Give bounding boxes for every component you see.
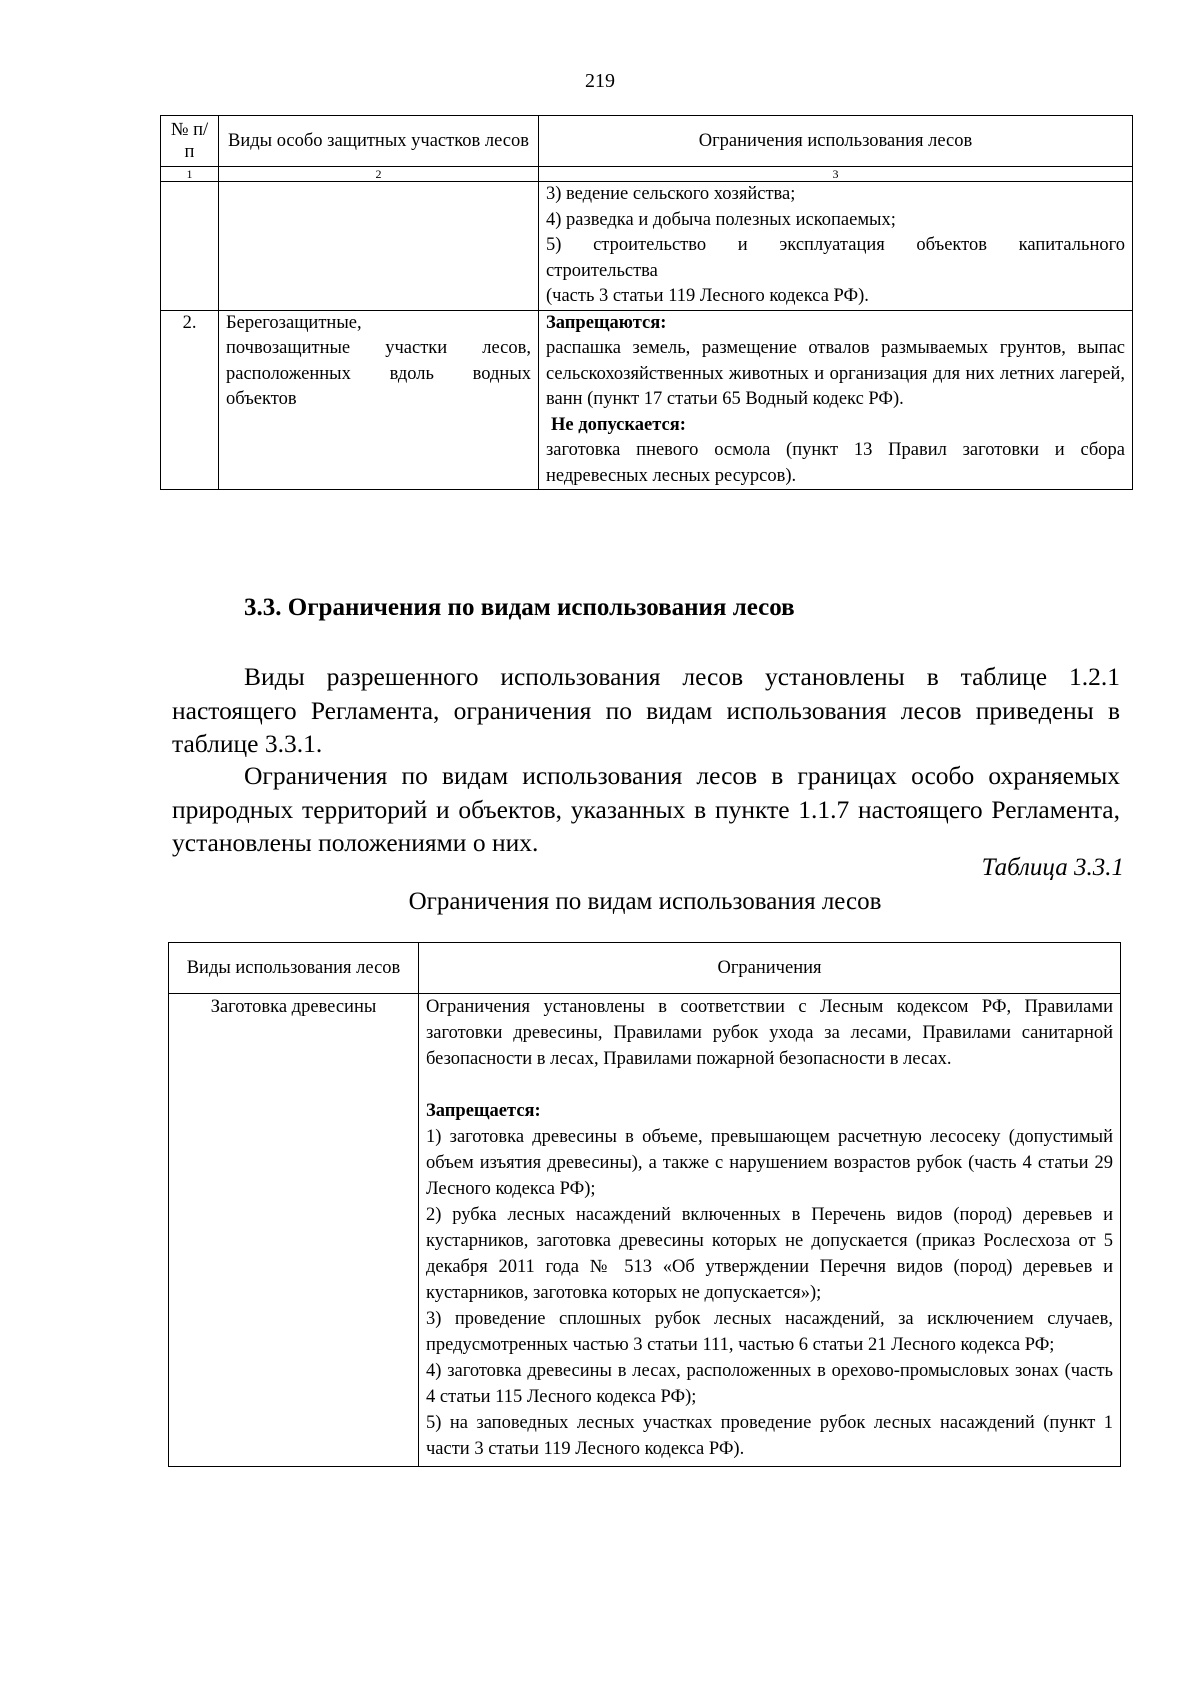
section-heading: 3.3. Ограничения по видам использования лесов	[244, 594, 795, 621]
restrictions-cell	[419, 994, 1121, 1467]
column-index: 3	[539, 167, 1133, 182]
restriction-line: строительства	[546, 260, 658, 281]
restrictions-cell	[539, 182, 1133, 311]
column-index: 2	[219, 167, 539, 182]
paragraph-text: Ограничения по видам использования лесов в границах особо охраняемых природных территорий и объектов, указанных в пункте 1.1.7 настоящего Регламента, установлены положениями о них.	[172, 761, 1120, 857]
prohibited-title: Запрещаются:	[546, 312, 667, 333]
column-header-number: № п/п	[161, 116, 219, 167]
column-index-row	[161, 167, 1133, 182]
column-index: 1	[161, 167, 219, 182]
restriction-line: 5) строительство и эксплуатация объектов капитального	[546, 235, 1125, 255]
restriction-line: 3) ведение сельского хозяйства;	[546, 184, 796, 204]
paragraph-text: Виды разрешенного использования лесов установлены в таблице 1.2.1 настоящего Регламента, ограничения по видам использования лесов приведены в таблице 3.3.1.	[172, 662, 1120, 758]
area-type-line: почвозащитные участки лесов,	[226, 338, 531, 358]
table-header-row	[161, 116, 1133, 167]
not-allowed-text: заготовка пневого осмола (пункт 13 Правил заготовки и сбора недревесных лесных ресурсов).	[546, 440, 1125, 486]
table-row	[161, 310, 1133, 490]
restriction-line: (часть 3 статьи 119 Лесного кодекса РФ).	[546, 286, 869, 306]
not-allowed-title: Не допускается:	[551, 414, 686, 435]
body-paragraph	[172, 759, 1120, 860]
column-header-use-type: Виды использования лесов	[169, 943, 419, 994]
page-number: 219	[585, 70, 615, 92]
use-type-cell: Заготовка древесины	[169, 994, 419, 1467]
table-label: Таблица 3.3.1	[981, 854, 1124, 881]
protective-areas-table	[160, 115, 1133, 490]
prohibited-text: распашка земель, размещение отвалов размываемых грунтов, выпас сельскохозяйственных животных и организация для них летних лагерей, ванн (пункт 17 статьи 65 Водный кодекс РФ).	[546, 338, 1125, 409]
area-type-line: объектов	[226, 389, 297, 409]
table-row	[169, 994, 1121, 1467]
prohibited-item: 1) заготовка древесины в объеме, превышающем расчетную лесосеку (допустимый объем изъятия древесины), а также с нарушением возрастов рубок (часть 4 статьи 29 Лесного кодекса РФ);	[426, 1127, 1113, 1199]
table-row	[161, 182, 1133, 311]
area-type-line: расположенных вдоль водных	[226, 363, 531, 384]
body-paragraph	[172, 660, 1120, 761]
forest-use-restrictions-table	[168, 942, 1121, 1467]
area-type-line: Берегозащитные,	[226, 312, 362, 333]
restrictions-intro: Ограничения установлены в соответствии с Лесным кодексом РФ, Правилами заготовки древесины, Правилами рубок ухода за лесами, Правилами санитарной безопасности в лесах, Правилами пожарной безопасности в лесах.	[426, 997, 1113, 1069]
column-header-area-type: Виды особо защитных участков лесов	[219, 116, 539, 167]
table-header-row	[169, 943, 1121, 994]
prohibited-item: 3) проведение сплошных рубок лесных насаждений, за исключением случаев, предусмотренных частью 3 статьи 111, частью 6 статьи 21 Лесного кодекса РФ;	[426, 1309, 1113, 1355]
area-type-cell	[219, 310, 539, 490]
prohibited-item: 4) заготовка древесины в лесах, расположенных в орехово-промысловых зонах (часть 4 статьи 115 Лесного кодекса РФ);	[426, 1361, 1113, 1407]
column-header-restrictions: Ограничения	[419, 943, 1121, 994]
column-header-restrictions: Ограничения использования лесов	[539, 116, 1133, 167]
prohibited-item: 5) на заповедных лесных участках проведение рубок лесных насаждений (пункт 1 части 3 статьи 119 Лесного кодекса РФ).	[426, 1413, 1113, 1459]
row-number: 2.	[161, 310, 219, 490]
table-title: Ограничения по видам использования лесов	[408, 888, 882, 915]
prohibited-item: 2) рубка лесных насаждений включенных в Перечень видов (пород) деревьев и кустарников, заготовка древесины которых не допускается (приказ Рослесхоза от 5 декабря 2011 года № 513 «Об утверждении Перечня видов (пород) деревьев и кустарников, заготовка которых не допускается»);	[426, 1205, 1113, 1303]
restrictions-cell	[539, 310, 1133, 490]
prohibited-title: Запрещается:	[426, 1101, 541, 1121]
restriction-line: 4) разведка и добыча полезных ископаемых;	[546, 209, 896, 230]
